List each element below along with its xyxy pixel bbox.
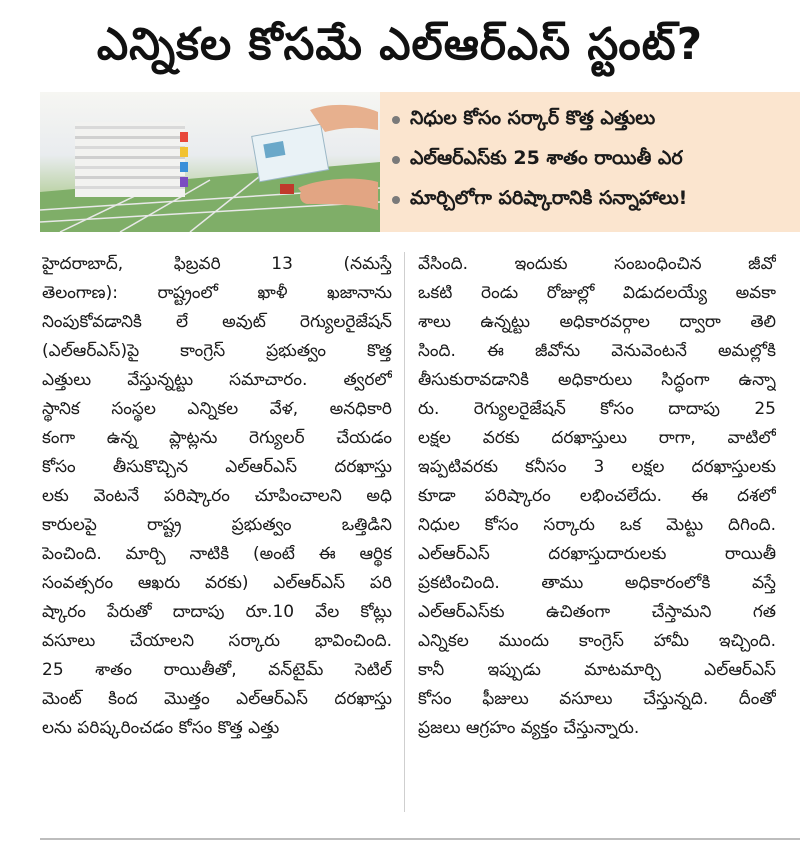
article-line: ప్రకటించింది. తాము అధికారంలోకి వస్తే (418, 573, 776, 593)
headline: ఎన్నికల కోసమే ఎల్‌ఆర్‌ఎస్‌ స్టంట్‌? (96, 19, 704, 70)
article-line: నింపుకోవడానికి లే అవుట్‌ రెగ్యులరైజేషన్‌ (42, 312, 392, 332)
article-line: (ఎల్‌ఆర్‌ఎస్‌)పై కాంగ్రెస్‌ ప్రభుత్వం కొత్త (42, 341, 392, 361)
article-line: వసూలు చేయాలని సర్కారు భావించింది. (42, 631, 392, 651)
article-line: రు. రెగ్యులరైజేషన్‌ కోసం దాదాపు 25 (418, 399, 776, 419)
article-line: ఇప్పటివరకు కనీసం 3 లక్షల దరఖాస్తులకు (418, 457, 776, 477)
article-line: సింది. ఈ జీవోను వెనువెంటనే అమల్లోకి (418, 341, 776, 361)
article-line: పెంచింది. మార్చి నాటికి (అంటే ఈ ఆర్థిక (42, 544, 392, 564)
article-line: కోసం తీసుకొచ్చిన ఎల్‌ఆర్‌ఎస్‌ దరఖాస్తు (42, 457, 392, 477)
bullet-text: ఎల్‌ఆర్‌ఎస్‌కు 25 శాతం రాయితీ ఎర (410, 146, 683, 169)
bullet-text: నిధుల కోసం సర్కార్‌ కొత్త ఎత్తులు (410, 106, 656, 129)
article-line: 25 శాతం రాయితీతో, వన్‌టైమ్‌ సెటిల్‌ (42, 660, 392, 680)
bullet-list (392, 100, 792, 220)
article-line: ఎల్‌ఆర్‌ఎస్‌కు ఉచితంగా చేస్తామని గత (418, 602, 776, 622)
column-divider (404, 252, 405, 812)
article-line: కూడా పరిష్కారం లభించలేదు. ఈ దశలో (418, 486, 776, 506)
article-column-left (42, 250, 392, 743)
article-line: హైదరాబాద్‌, ఫిబ్రవరి 13 (నమస్తే (42, 254, 392, 274)
article-line: కంగా ఉన్న ప్లాట్లను రెగ్యులర్‌ చేయడం (42, 428, 392, 448)
article-line: కోసం ఫీజులు వసూలు చేస్తున్నది. దీంతో (418, 689, 776, 709)
article-line: స్థానిక సంస్థల ఎన్నికల వేళ, అనధికారి (42, 399, 392, 419)
photo-illustration (40, 92, 380, 232)
bullet-item (392, 140, 792, 180)
article-line: లక్షల వరకు దరఖాస్తులు రాగా, వాటిలో (418, 428, 776, 448)
article-line: శాలు ఉన్నట్టు అధికారవర్గాల ద్వారా తెలి (418, 312, 776, 332)
article-line: వేసింది. ఇందుకు సంబంధించిన జీవో (418, 254, 776, 274)
bullet-dot-icon (392, 116, 400, 124)
article-line: లను పరిష్కరించడం కోసం కొత్త ఎత్తు (42, 718, 280, 738)
news-photo (40, 92, 380, 232)
article-line: ప్రజలు ఆగ్రహం వ్యక్తం చేస్తున్నారు. (418, 718, 640, 738)
article-line: తెలంగాణ): రాష్ట్రంలో ఖాళీ ఖజానాను (42, 283, 392, 303)
article-line: ష్కారం పేరుతో దాదాపు రూ.10 వేల కోట్లు (42, 602, 392, 622)
article-line: లకు వెంటనే పరిష్కారం చూపించాలని అధి (42, 486, 392, 506)
bullet-item (392, 100, 792, 140)
article-column-right (418, 250, 776, 743)
article-line: ఒకటి రెండు రోజుల్లో విడుదలయ్యే అవకా (418, 283, 776, 303)
article-line: ఎన్నికల ముందు కాంగ్రెస్‌ హామీ ఇచ్చింది. (418, 631, 776, 651)
bullet-dot-icon (392, 156, 400, 164)
article-line: ఎల్‌ఆర్‌ఎస్‌ దరఖాస్తుదారులకు రాయితీ (418, 544, 776, 564)
article-line: కారులపై రాష్ట్ర ప్రభుత్వం ఒత్తిడిని (42, 515, 392, 535)
bottom-rule (40, 838, 800, 840)
article-line: సంవత్సరం ఆఖరు వరకు) ఎల్‌ఆర్‌ఎస్‌ పరి (42, 573, 392, 593)
bullet-dot-icon (392, 196, 400, 204)
article-line: తీసుకురావడానికి అధికారులు సిద్ధంగా ఉన్నా (418, 370, 776, 390)
article-line: మెంట్‌ కింద మొత్తం ఎల్‌ఆర్‌ఎస్‌ దరఖాస్తు (42, 689, 392, 709)
bullet-text: మార్చిలోగా పరిష్కారానికి సన్నాహాలు! (410, 186, 688, 209)
article-line: కానీ ఇప్పుడు మాటమార్చి ఎల్‌ఆర్‌ఎస్‌ (418, 660, 776, 680)
article-line: ఎత్తులు వేస్తున్నట్టు సమాచారం. త్వరలో (42, 370, 392, 390)
bullet-item (392, 180, 792, 220)
article-line: నిధుల కోసం సర్కారు ఒక మెట్టు దిగింది. (418, 515, 776, 535)
